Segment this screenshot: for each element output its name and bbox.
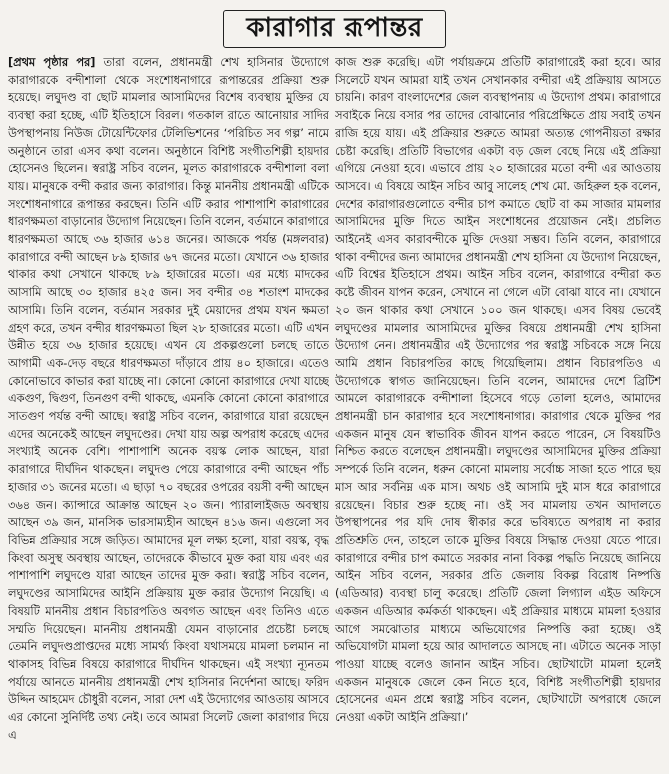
article-columns <box>8 54 661 772</box>
left-paragraph <box>8 54 329 744</box>
article-column-left <box>8 54 329 772</box>
left-column-text: তারা বলেন, প্রধানমন্ত্রী শেখ হাসিনার উদ্যোগে কারাগারকে বন্দীশালা থেকে সংশোধনাগারে রূপান্তরের প্রক্রিয়া শুরু হয়েছে। লঘুদণ্ড বা ছোট মামলার আসামিদের বিশেষ ব্যবস্থায় মুক্তির যে ব্যবস্থা করা হচ্ছে, এটি ইতিহাসে বিরল। গতকাল রাতে আনোয়ার সাদির উপস্থাপনায় নিউজ টোয়েন্টিফোর টেলিভিশনের ‘পরিচিত সব গল্প’ নামে অনুষ্ঠানে তারা এসব কথা বলেন। অনুষ্ঠানে বিশিষ্ট সংগীতশিল্পী হায়দার হোসেনও ছিলেন। স্বরাষ্ট্র সচিব বলেন, মূলত কারাগারকে বন্দীশালা বলা যায়। মানুষকে বন্দী করার জন্য কারাগার। কিন্তু মাননীয় প্রধানমন্ত্রী এটিকে সংশোধনাগারে রূপান্তর করছেন। তিনি এটি করার পাশাপাশি কারাগারের ধারণক্ষমতা বাড়ানোর উদ্যোগ নিয়েছেন। তিনি বলেন, বর্তমানে কারাগারে ধারণক্ষমতা আছে ৩৬ হাজার ৬১৪ জনের। আজকে পর্যন্ত (মঙ্গলবার) কারাগারে বন্দী আছেন ৮৯ হাজার ৬৭ জনের মতো। যেখানে ৩৬ হাজার থাকার কথা সেখানে থাকছে ৮৯ হাজারের মতো। এর মধ্যে মাদকের আসামি আছে ৩০ হাজার ৪২৫ জন। সব বন্দীর ৩৪ শতাংশ মাদকের আসামি। তিনি বলেন, বর্তমান সরকার দুই মেয়াদের প্রথম যখন ক্ষমতা গ্রহণ করে, তখন বন্দীর ধারণক্ষমতা ছিল ২৮ হাজারের মতো। এটি এখন উন্নীত হয়ে ৩৬ হাজার হয়েছে। এখন যে প্রকল্পগুলো চলছে তাতে আগামী এক-দেড় বছরে ধারণক্ষমতা দাঁড়াবে প্রায় ৪০ হাজারে। এতেও কোনোভাবে কাভার করা যাচ্ছে না। কোনো কোনো কারাগারে দেখা যাচ্ছে একগুণ, দ্বিগুণ, তিনগুণ বন্দী থাকছে, এমনকি কোনো কোনো কারাগারে সাতগুণ পর্যন্ত বন্দী আছে। স্বরাষ্ট্র সচিব বলেন, কারাগারে যারা রয়েছেন এদের অনেকেই আছেন লঘুদণ্ডের। দেখা যায় অল্প অপরাধ করেছে এদের সংখ্যাই অনেক বেশি। পাশাপাশি অনেক বয়স্ক লোক আছেন, যারা কারাগারে দীর্ঘদিন থাকছেন। লঘুদণ্ড পেয়ে কারাগারে বন্দী আছেন পাঁচ হাজার ৩১ জনের মতো। এ ছাড়া ৭০ বছরের ওপরের বয়সী বন্দী আছেন ৩৬৪ জন। ক্যান্সারে আক্রান্ত আছেন ২০ জন। প্যারালাইজড অবস্থায় আছেন ৩৯ জন, মানসিক ভারসাম্যহীন আছেন ৪১৬ জন। এগুলো সব বিভিন্ন প্রক্রিয়ার সঙ্গে জড়িত। আমাদের মূল লক্ষ্য হলো, যারা বয়স্ক, বৃদ্ধ কিংবা অসুস্থ অবস্থায় আছেন, তাদেরকে কীভাবে মুক্ত করা যায় এবং এর পাশাপাশি লঘুদণ্ডে যারা আছেন তাদের মুক্ত করা। স্বরাষ্ট্র সচিব বলেন, লঘুদণ্ডের আসামিদের আইনি প্রক্রিয়ায় মুক্ত করার উদ্যোগ নিয়েছি। এ বিষয়টি মাননীয় প্রধান বিচারপতিও অবগত আছেন এবং তিনিও এতে সম্মতি দিয়েছেন। মাননীয় প্রধানমন্ত্রী যেমন বাড়ানোর প্রচেষ্টা চলছে তেমনি লঘুদণ্ডপ্রাপ্তদের মধ্যে সামর্থ্য কিংবা যথাসময়ে মামলা চলমান না থাকাসহ বিভিন্ন বিষয়ে কারাগারে দীর্ঘদিন থাকছেন। এই সংখ্যা ন্যূনতম পর্যায়ে আনতে মাননীয় প্রধানমন্ত্রী শেখ হাসিনার নির্দেশনা আছে। ফরিদ উদ্দিন আহমেদ চৌধুরী বলেন, সারা দেশ এই উদ্যোগের আওতায় আসবে এর কোনো সুনির্দিষ্ট তথ্য নেই। তবে আমরা সিলেট জেলা কারাগার দিয়ে এ <box>8 56 329 742</box>
continuation-kicker: [প্রথম পৃষ্ঠার পর] <box>8 56 96 69</box>
headline: কারাগার রূপান্তর <box>223 10 445 48</box>
headline-area <box>8 6 661 50</box>
article-column-right <box>335 54 661 772</box>
right-column-text: কাজ শুরু করেছি। এটা পর্যায়ক্রমে প্রতিটি কারাগারেই করা হবে। আর সিলেটে যখন আমরা যাই তখন সেখানকার বন্দীরা এই প্রক্রিয়ায় আসতে চায়নি। কারণ বাংলাদেশের জেল ব্যবস্থাপনায় এ উদ্যোগ প্রথম। কারাগারে সবাইকে নিয়ে বসার পর তাদের বোঝানোর পরিপ্রেক্ষিতে প্রায় সবাই তখন রাজি হয়ে যায়। এই প্রক্রিয়ার শুরুতে আমরা অত্যন্ত গোপনীয়তা রক্ষার চেষ্টা করেছি। প্রতিটি বিভাগের একটা বড় জেল বেছে নিয়ে এই প্রক্রিয়া এগিয়ে নেওয়া হবে। এভাবে প্রায় ২০ হাজারের মতো বন্দী এর আওতায় আসবে। এ বিষয়ে আইন সচিব আবু সালেহ শেখ মো. জহিরুল হক বলেন, দেশের কারাগারগুলোতে বন্দীর চাপ কমাতে ছোট বা কম সাজার মামলার আসামিদের মুক্তি দিতে আইন সংশোধনের প্রয়োজন নেই। প্রচলিত আইনেই এসব কারাবন্দীকে মুক্তি দেওয়া সম্ভব। তিনি বলেন, কারাগারে থাকা বন্দীদের জন্য আমাদের প্রধানমন্ত্রী শেখ হাসিনা যে উদ্যোগ নিয়েছেন, এটি বিশ্বের ইতিহাসে প্রথম। আইন সচিব বলেন, কারাগারে বন্দীরা কত কষ্টে জীবন যাপন করেন, সেখানে না গেলে এটা বোঝা যাবে না। যেখানে ২০ জন থাকার কথা সেখানে ১০০ জন থাকছে। এসব বিষয় ভেবেই লঘুদণ্ডের মামলার আসামিদের মুক্তির বিষয়ে প্রধানমন্ত্রী শেখ হাসিনা উদ্যোগ নেন। প্রধানমন্ত্রীর এই উদ্যোগের পর স্বরাষ্ট্র সচিবকে সঙ্গে নিয়ে আমি প্রধান বিচারপতির কাছে গিয়েছিলাম। প্রধান বিচারপতিও এ উদ্যোগকে স্বাগত জানিয়েছেন। তিনি বলেন, আমাদের দেশে ব্রিটিশ আমলে কারাগারকে বন্দীশালা হিসেবে গড়ে তোলা হলেও, আমাদের প্রধানমন্ত্রী চান কারাগার হবে সংশোধনাগার। কারাগার থেকে মুক্তির পর একজন মানুষ যেন স্বাভাবিক জীবন যাপন করতে পারেন, সে বিষয়টিও নিশ্চিত করতে বলেছেন প্রধানমন্ত্রী। লঘুদণ্ডের আসামিদের মুক্তির প্রক্রিয়া সম্পর্কে তিনি বলেন, ধরুন কোনো মামলায় সর্বোচ্চ সাজা হতে পারে ছয় মাস আর সর্বনিম্ন এক মাস। অথচ ওই আসামি দুই মাস ধরে কারাগারে রয়েছেন। বিচার শুরু হচ্ছে না। ওই সব মামলায় তখন আদালতে উপস্থাপনের পর যদি দোষ স্বীকার করে ভবিষ্যতে অপরাধ না করার প্রতিশ্রুতি দেন, তাহলে তাকে মুক্তির বিষয়ে সিদ্ধান্ত দেওয়া যেতে পারে। কারাগারে বন্দীর চাপ কমাতে সরকার নানা বিকল্প পদ্ধতি নিয়েছে জানিয়ে আইন সচিব বলেন, সরকার প্রতি জেলায় বিকল্প বিরোধ নিষ্পত্তি (এডিআর) ব্যবস্থা চালু করেছে। প্রতিটি জেলা লিগ্যাল এইড অফিসে একজন এডিআর কর্মকর্তা থাকছেন। এই প্রক্রিয়ার মাধ্যমে মামলা হওয়ার আগে সমঝোতার মাধ্যমে অভিযোগের নিষ্পত্তি করা হচ্ছে। ওই অভিযোগটা মামলা হয়ে আর আদালতে আসছে না। এটাতে অনেক সাড়া পাওয়া যাচ্ছে বলেও জানান আইন সচিব। ছোটখাটো মামলা হলেই একজন মানুষকে জেলে কেন নিতে হবে, বিশিষ্ট সংগীতশিল্পী হায়দার হোসেনের এমন প্রশ্নে স্বরাষ্ট্র সচিব বলেন, ছোটখাটো অপরাধে জেলে নেওয়া একটা আইনি প্রক্রিয়া।’ <box>335 56 661 725</box>
